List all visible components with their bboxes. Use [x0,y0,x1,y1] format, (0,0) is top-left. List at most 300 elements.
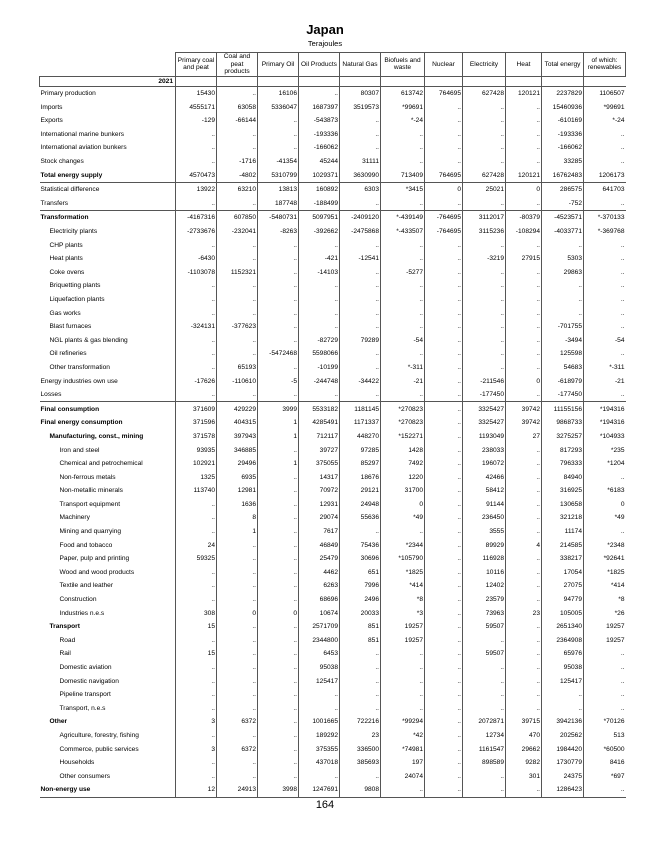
table-cell: .. [425,293,463,307]
table-cell: .. [506,306,542,320]
table-cell: 33285 [542,155,584,169]
table-cell: .. [340,238,381,252]
table-cell: 397943 [217,430,258,444]
table-cell: .. [506,525,542,539]
table-cell: .. [584,470,626,484]
table-cell: *49 [584,511,626,525]
table-cell: .. [381,155,425,169]
table-cell: 19257 [584,634,626,648]
table-cell: .. [425,457,463,471]
table-row [40,182,626,196]
table-cell: .. [258,715,299,729]
table-cell: 55636 [340,511,381,525]
table-cell: .. [217,756,258,770]
table-cell: 6453 [299,647,340,661]
table-cell: -188499 [299,197,340,211]
table-cell: .. [340,114,381,128]
table-cell: .. [425,688,463,702]
table-cell: 371578 [176,430,217,444]
table-cell: .. [176,388,217,402]
column-header: Total energy [542,53,584,77]
table-cell: 29121 [340,484,381,498]
table-cell: .. [381,661,425,675]
table-cell: .. [506,661,542,675]
table-cell: 80307 [340,86,381,100]
table-cell: 651 [340,566,381,580]
table-cell: .. [176,333,217,347]
table-cell: 189292 [299,729,340,743]
table-cell: 12981 [217,484,258,498]
table-cell: 25021 [463,182,506,196]
table-cell: .. [425,715,463,729]
row-label: Domestic aviation [59,664,112,672]
year-row-cell [381,76,425,86]
energy-balance-table [39,52,626,798]
table-cell: .. [258,114,299,128]
table-cell: .. [258,470,299,484]
year-row-cell [463,76,506,86]
row-label: Final energy consumption [40,419,123,427]
table-cell: .. [258,566,299,580]
table-cell: -2409120 [340,211,381,225]
table-cell: .. [176,347,217,361]
table-cell: .. [506,620,542,634]
table-cell: -54 [584,333,626,347]
table-cell: *1204 [584,457,626,471]
table-cell: 8416 [584,756,626,770]
table-cell: .. [258,361,299,375]
table-cell: .. [217,552,258,566]
table-cell: 3325427 [463,402,506,416]
table-cell: .. [506,470,542,484]
table-row [40,579,626,593]
table-row [40,566,626,580]
table-cell: .. [340,128,381,142]
table-cell: 130658 [542,498,584,512]
table-cell: .. [258,674,299,688]
table-cell: *99691 [381,100,425,114]
table-cell: 437018 [299,756,340,770]
table-row [40,347,626,361]
table-cell: .. [463,141,506,155]
table-cell: .. [425,347,463,361]
table-cell: .. [506,279,542,293]
table-cell: 713409 [381,168,425,182]
row-label: Transport [49,623,80,631]
table-cell: .. [506,333,542,347]
table-cell: .. [217,647,258,661]
table-cell: .. [258,293,299,307]
table-cell: 24913 [217,783,258,797]
table-cell: 5097951 [299,211,340,225]
table-cell: 6263 [299,579,340,593]
page-number: 164 [315,799,335,811]
row-label: Construction [59,596,97,604]
table-row [40,511,626,525]
table-cell: .. [258,484,299,498]
table-cell: -17626 [176,374,217,388]
table-cell: -377623 [217,320,258,334]
table-row [40,293,626,307]
table-row [40,470,626,484]
table-cell: 6372 [217,715,258,729]
table-cell: .. [506,647,542,661]
table-cell: .. [217,688,258,702]
table-cell: .. [258,620,299,634]
row-label: Imports [40,103,63,111]
table-cell: *104933 [584,430,626,444]
row-label: Other [49,718,68,726]
table-cell: 1 [258,457,299,471]
table-cell: 1001665 [299,715,340,729]
year-label: 2021 [40,76,176,86]
table-cell: 125417 [542,674,584,688]
table-cell: .. [506,155,542,169]
table-cell: -211546 [463,374,506,388]
table-row [40,457,626,471]
table-cell: 63210 [217,182,258,196]
table-cell: 23 [506,606,542,620]
row-label: NGL plants & gas blending [49,336,128,344]
table-cell: 2651340 [542,620,584,634]
table-cell: .. [258,729,299,743]
table-cell: 10674 [299,606,340,620]
table-cell: 0 [584,498,626,512]
table-cell: .. [506,361,542,375]
row-label: Manufacturing, const., mining [49,432,144,440]
table-cell: .. [584,388,626,402]
table-cell: *105790 [381,552,425,566]
table-cell: .. [542,702,584,716]
table-cell: .. [463,293,506,307]
table-cell: .. [506,320,542,334]
table-row [40,238,626,252]
table-cell: 17054 [542,566,584,580]
table-cell: .. [176,729,217,743]
table-cell: .. [425,620,463,634]
table-cell: 9868733 [542,416,584,430]
table-cell: .. [176,197,217,211]
header-blank-cell [40,53,176,77]
table-cell: .. [299,293,340,307]
table-cell: .. [340,388,381,402]
table-cell: 1 [258,416,299,430]
table-cell: -5277 [381,266,425,280]
table-cell: *26 [584,606,626,620]
table-cell: 817293 [542,443,584,457]
table-cell: *-24 [584,114,626,128]
table-cell: 1181145 [340,402,381,416]
table-cell: .. [340,141,381,155]
table-cell: .. [217,333,258,347]
table-cell: .. [258,266,299,280]
table-cell: .. [425,320,463,334]
table-cell: .. [258,388,299,402]
table-cell: .. [584,674,626,688]
table-cell: -41354 [258,155,299,169]
table-cell: .. [425,498,463,512]
table-cell: .. [584,266,626,280]
row-label: International aviation bunkers [40,144,127,152]
table-cell: .. [425,416,463,430]
table-cell: .. [542,293,584,307]
table-cell: .. [584,293,626,307]
table-cell: *92641 [584,552,626,566]
table-cell: 1687397 [299,100,340,114]
table-cell: .. [299,238,340,252]
table-cell: .. [340,306,381,320]
table-cell: .. [340,674,381,688]
row-label: Agriculture, forestry, fishing [59,731,139,739]
table-row [40,498,626,512]
table-cell: .. [381,197,425,211]
table-cell: 29662 [506,742,542,756]
table-cell: -4033771 [542,225,584,239]
table-cell: .. [425,333,463,347]
table-cell: 19257 [381,620,425,634]
table-cell: -764695 [425,211,463,225]
table-cell: .. [340,293,381,307]
table-cell: 607850 [217,211,258,225]
table-cell: .. [381,320,425,334]
table-cell: 31700 [381,484,425,498]
table-cell: 627428 [463,168,506,182]
table-cell: 9808 [340,783,381,797]
table-cell: 94779 [542,593,584,607]
row-label: Gas works [49,309,81,317]
table-cell: .. [381,128,425,142]
table-cell: .. [506,552,542,566]
table-cell: 16762483 [542,168,584,182]
table-cell: .. [425,593,463,607]
table-cell: -4802 [217,168,258,182]
table-cell: .. [176,593,217,607]
column-header: Natural Gas [340,53,381,77]
table-row [40,320,626,334]
row-label: Primary production [40,90,96,98]
table-row [40,100,626,114]
table-cell: 39742 [506,402,542,416]
table-cell: 202562 [542,729,584,743]
table-cell: 4 [506,538,542,552]
table-cell: .. [176,128,217,142]
column-header: Nuclear [425,53,463,77]
table-cell: .. [506,347,542,361]
table-cell: -129 [176,114,217,128]
table-cell: *3415 [381,182,425,196]
table-cell: 429229 [217,402,258,416]
table-cell: 84940 [542,470,584,484]
table-cell: .. [258,306,299,320]
table-row [40,388,626,402]
table-cell: 3555 [463,525,506,539]
table-cell: .. [584,688,626,702]
table-cell: 29496 [217,457,258,471]
table-cell: 68696 [299,593,340,607]
table-cell: *99691 [584,100,626,114]
table-cell: .. [381,674,425,688]
table-cell: .. [463,674,506,688]
table-cell: 3325427 [463,416,506,430]
table-cell: .. [381,525,425,539]
table-cell: *-24 [381,114,425,128]
table-cell: .. [584,661,626,675]
table-cell: .. [425,306,463,320]
table-row [40,634,626,648]
table-cell: -166062 [299,141,340,155]
table-cell: .. [584,525,626,539]
table-cell: .. [506,593,542,607]
table-row [40,197,626,211]
column-header: Primary coal and peat [176,53,217,77]
table-cell: 1161547 [463,742,506,756]
table-cell: .. [584,141,626,155]
table-cell: 3 [176,742,217,756]
table-cell: .. [299,769,340,783]
table-cell: .. [425,674,463,688]
table-cell: 10116 [463,566,506,580]
table-cell: .. [258,141,299,155]
table-cell: 404315 [217,416,258,430]
table-row [40,374,626,388]
table-cell: 1636 [217,498,258,512]
table-cell: 898589 [463,756,506,770]
table-cell: .. [217,674,258,688]
table-cell: .. [299,279,340,293]
table-cell: 371596 [176,416,217,430]
table-cell: .. [217,729,258,743]
row-label: Machinery [59,514,90,522]
table-cell: *-433507 [381,225,425,239]
table-cell: .. [299,320,340,334]
table-cell: .. [463,128,506,142]
table-cell: .. [381,702,425,716]
table-cell: 13922 [176,182,217,196]
table-cell: .. [463,114,506,128]
table-cell: .. [340,361,381,375]
table-cell: .. [425,443,463,457]
table-cell: .. [425,511,463,525]
table-cell: .. [463,100,506,114]
year-row-cell [584,76,626,86]
year-row-cell [217,76,258,86]
table-cell: .. [506,457,542,471]
table-cell: .. [258,756,299,770]
table-cell: *194316 [584,416,626,430]
table-cell: 7617 [299,525,340,539]
table-cell: .. [217,769,258,783]
table-cell: 2571709 [299,620,340,634]
table-cell: *70126 [584,715,626,729]
table-row [40,141,626,155]
table-cell: .. [584,238,626,252]
table-cell: 3630990 [340,168,381,182]
table-cell: .. [425,128,463,142]
table-cell: -5 [258,374,299,388]
table-cell: .. [425,552,463,566]
table-cell: .. [340,320,381,334]
table-cell: 321218 [542,511,584,525]
column-header: Oil Products [299,53,340,77]
table-cell: 3999 [258,402,299,416]
table-cell: 385693 [340,756,381,770]
table-row [40,769,626,783]
table-cell: *1825 [381,566,425,580]
table-cell: -1716 [217,155,258,169]
table-cell: 6935 [217,470,258,484]
table-cell: *6183 [584,484,626,498]
table-cell: .. [381,688,425,702]
table-cell: 14317 [299,470,340,484]
table-cell: .. [217,197,258,211]
table-cell: .. [217,593,258,607]
table-cell: 27075 [542,579,584,593]
row-label: Stock changes [40,158,84,166]
table-cell: -193336 [542,128,584,142]
table-cell: .. [425,402,463,416]
year-row-cell [299,76,340,86]
table-cell: 24 [176,538,217,552]
table-cell: 301 [506,769,542,783]
table-cell: .. [425,238,463,252]
table-row [40,306,626,320]
table-cell: 3942136 [542,715,584,729]
column-header: Coal and peat products [217,53,258,77]
table-cell: 3112017 [463,211,506,225]
table-cell: -34422 [340,374,381,388]
table-cell: *270823 [381,416,425,430]
table-cell: 764695 [425,86,463,100]
table-cell: -244748 [299,374,340,388]
table-cell: 75436 [340,538,381,552]
table-row [40,620,626,634]
table-cell: .. [506,238,542,252]
table-cell: 65976 [542,647,584,661]
year-row-cell [176,76,217,86]
table-cell: .. [381,783,425,797]
table-cell: .. [217,634,258,648]
table-cell: .. [299,688,340,702]
table-cell: .. [340,688,381,702]
table-cell: .. [506,141,542,155]
row-label: Pipeline transport [59,691,111,699]
table-cell: .. [176,525,217,539]
table-cell: -110610 [217,374,258,388]
table-cell: 371609 [176,402,217,416]
table-row [40,168,626,182]
table-cell: *194316 [584,402,626,416]
row-label: Rail [59,650,71,658]
table-cell: .. [258,279,299,293]
table-cell: 29863 [542,266,584,280]
table-cell: .. [584,197,626,211]
column-header: Heat [506,53,542,77]
table-cell: 6372 [217,742,258,756]
table-cell: 470 [506,729,542,743]
table-cell: 63058 [217,100,258,114]
table-cell: 27 [506,430,542,444]
table-cell: .. [217,538,258,552]
table-cell: 30696 [340,552,381,566]
table-cell: .. [258,742,299,756]
table-cell: 15430 [176,86,217,100]
table-cell: .. [258,634,299,648]
table-cell: .. [463,197,506,211]
table-cell: .. [425,634,463,648]
table-cell: 1730779 [542,756,584,770]
table-cell: .. [381,647,425,661]
table-cell: 85297 [340,457,381,471]
